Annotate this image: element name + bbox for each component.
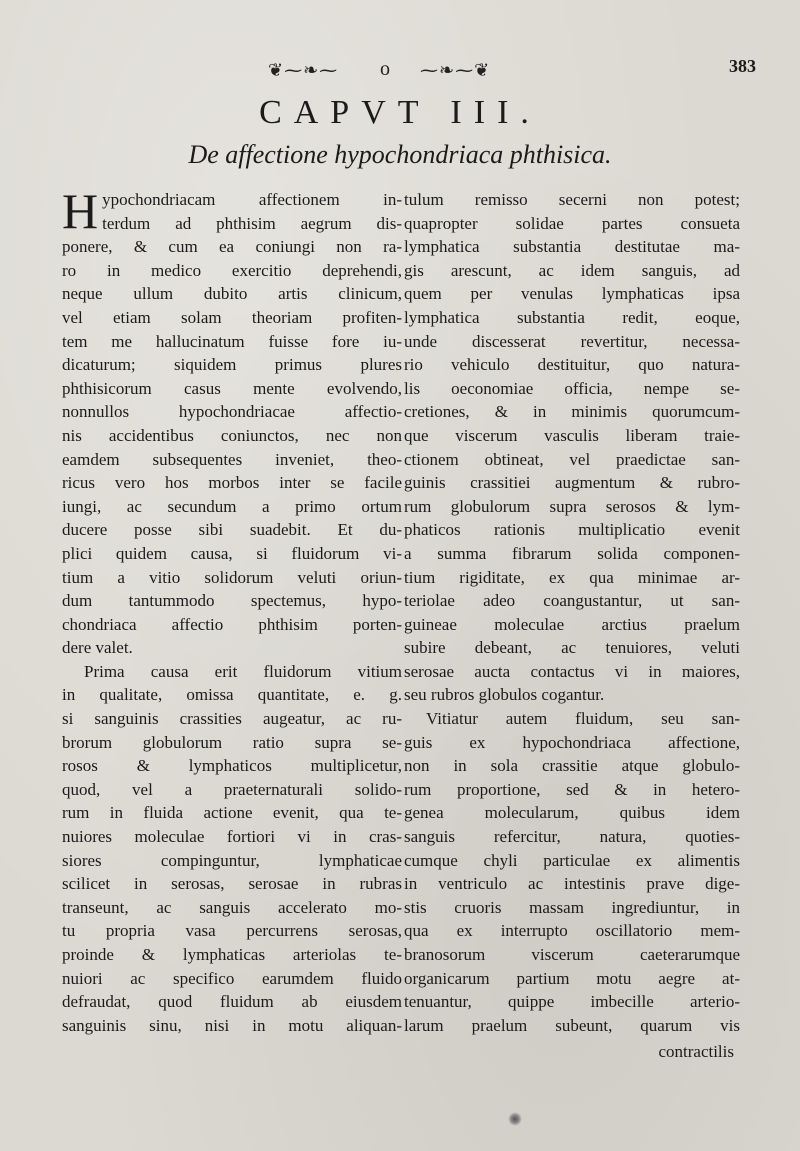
text-line: sanguinis sinu, nisi in motu aliquan- [62, 1015, 402, 1035]
left-ornament: ❦⁓❧⁓ [268, 60, 339, 80]
text-line: chondriaca affectio phthisim porten- [62, 614, 402, 634]
text-line: terdum ad phthisim aegrum dis- [102, 213, 402, 233]
text-line: lymphatica substantia destitutae ma- [404, 237, 740, 257]
text-line: que viscerum vasculis liberam traie- [404, 425, 740, 445]
text-line: brorum globulorum ratio supra se- [62, 732, 402, 752]
catchword: contractilis [658, 1042, 734, 1061]
text-line: rum globulorum supra serosos & lym- [404, 496, 740, 516]
text-line: a summa fibrarum solida componen- [404, 543, 740, 563]
text-line: neque ullum dubito artis clinicum, [62, 284, 402, 304]
text-line: ctionem obtineat, vel praedictae san- [404, 449, 740, 469]
text-line: guinis crassitiei augmentum & rubro- [404, 473, 740, 493]
text-line: ypochondriacam affectionem in- [102, 190, 402, 209]
text-line: transeunt, ac sanguis accelerato mo- [62, 897, 402, 917]
text-line: phthisicorum casus mente evolvendo, [62, 378, 402, 398]
text-line: nuiori ac specifico earumdem fluido [62, 968, 402, 988]
text-line: iungi, ac secundum a primo ortum [62, 496, 402, 516]
text-line: nis accidentibus coniunctos, nec non [62, 425, 402, 445]
text-line: quod, vel a praeternaturali solido- [62, 779, 402, 799]
text-line: lymphatica substantia redit, eoque, [404, 307, 740, 327]
text-line: teriolae adeo coangustantur, ut san- [404, 591, 740, 611]
page-number: 383 [729, 56, 756, 76]
text-line: rum proportione, sed & in hetero- [404, 779, 740, 799]
text-line: rum in fluida actione evenit, qua te- [62, 803, 402, 823]
text-line: plici quidem causa, si fluidorum vi- [62, 543, 402, 563]
text-line: in ventriculo ac intestinis prave dige- [404, 874, 740, 894]
chapter-title: CAPVT III. [259, 94, 541, 131]
drop-cap: H [62, 183, 99, 239]
text-line: organicarum partium motu aegre at- [404, 968, 740, 988]
text-line: guineae moleculae arctius praelum [404, 614, 740, 634]
text-line: proinde & lymphaticas arteriolas te- [62, 945, 402, 964]
text-line: guis ex hypochondriaca affectione, [404, 732, 740, 752]
text-line: vel etiam solam theoriam profiten- [62, 307, 402, 327]
text-line: tu propria vasa percurrens serosas, [62, 921, 402, 941]
text-line: non in sola crassitie atque globulo- [404, 756, 740, 776]
text-line: ducere posse sibi suadebit. Et du- [62, 520, 402, 540]
left-column [62, 183, 402, 1037]
text-line: sanguis refercitur, natura, quoties- [404, 827, 740, 847]
text-line: rio vehiculo destituitur, quo natura- [404, 355, 740, 375]
chapter-subtitle: De affectione hypochondriaca phthisica. [188, 140, 612, 169]
text-line: scilicet in serosas, serosae in rubras [62, 874, 402, 894]
text-line: quem per venulas lymphaticas ipsa [404, 284, 740, 304]
text-line: serosae aucta contactus vi in maiores, [404, 661, 740, 681]
right-paragraph-1 [404, 188, 740, 707]
text-line: ponere, & cum ea coniungi non ra- [62, 237, 402, 257]
page-header [0, 56, 800, 86]
left-paragraph-2 [62, 660, 402, 1038]
text-line: dicaturum; siquidem primus plures [62, 355, 402, 375]
text-line: larum praelum subeunt, quarum vis [404, 1015, 740, 1035]
right-paragraph-2 [404, 707, 740, 1037]
text-line: Prima causa erit fluidorum vitium [84, 661, 402, 681]
text-line: tem me hallucinatum fuisse fore iu- [62, 331, 402, 351]
text-line: rosos & lymphaticos multiplicetur, [62, 756, 402, 776]
ink-spot [508, 1112, 522, 1126]
text-line: dere valet. [62, 638, 133, 658]
text-line: quapropter solidae partes consueta [404, 213, 740, 233]
text-line: tium rigiditate, ex qua minimae ar- [404, 567, 740, 587]
text-line: nonnullos hypochondriacae affectio- [62, 402, 402, 422]
text-line: si sanguinis crassities augeatur, ac ru- [62, 709, 402, 729]
text-line: tium a vitio solidorum veluti oriun- [62, 567, 402, 587]
text-line: cumque chyli particulae ex alimentis [404, 850, 740, 870]
text-line: cretiones, & in minimis quorumcum- [404, 402, 740, 422]
text-line: seu rubros globulos cogantur. [404, 685, 605, 705]
text-line: nuiores moleculae fortiori vi in cras- [62, 827, 402, 847]
left-paragraph-1 [62, 235, 402, 660]
text-line: qua ex interrupto oscillatorio mem- [404, 921, 740, 941]
text-line: ricus vero hos morbos inter se facile [62, 473, 402, 493]
text-line: defraudat, quod fluidum ab eiusdem [62, 992, 402, 1012]
text-line: lis oeconomiae officia, nempe se- [404, 378, 740, 398]
text-line: genea molecularum, quibus idem [404, 803, 740, 823]
text-line: stis cruoris massam ingrediuntur, in [404, 897, 740, 917]
right-column [404, 188, 740, 1037]
right-ornament: ⁓❧⁓❦ [420, 60, 491, 80]
text-line: tulum remisso secerni non potest; [404, 190, 740, 209]
text-line: branosorum viscerum caeterarumque [404, 945, 740, 964]
text-line: in qualitate, omissa quantitate, e. g. [62, 685, 402, 705]
text-line: dum tantummodo spectemus, hypo- [62, 591, 402, 611]
text-line: gis arescunt, ac idem sanguis, ad [404, 260, 740, 280]
text-line: unde discesserat revertitur, necessa- [404, 331, 740, 351]
text-line: subire debeant, ac tenuiores, veluti [404, 638, 740, 658]
text-line: phaticos rationis multiplicatio evenit [404, 520, 740, 540]
text-line: siores compinguntur, lymphaticae [62, 850, 402, 870]
center-ornament: o [380, 58, 391, 80]
text-line: eamdem subsequentes inveniet, theo- [62, 449, 402, 469]
text-line: tenuantur, quippe imbecille arterio- [404, 992, 740, 1012]
text-line: ro in medico exercitio deprehendi, [62, 260, 402, 280]
text-line: Vitiatur autem fluidum, seu san- [426, 709, 740, 729]
